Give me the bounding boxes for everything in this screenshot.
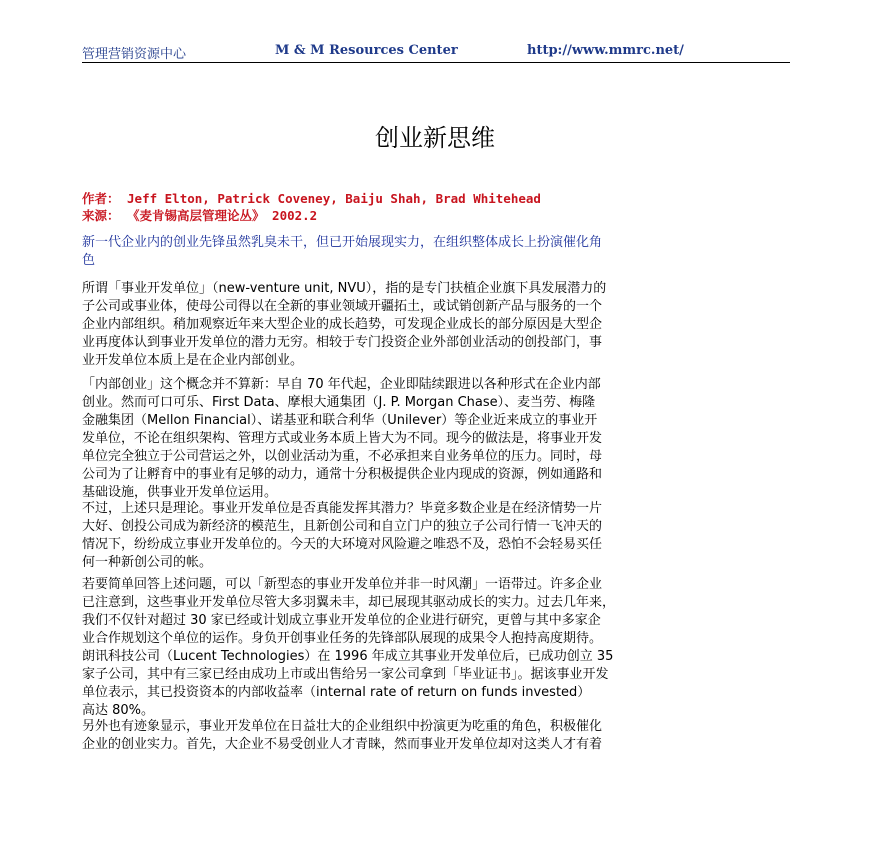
text-line: 家子公司，其中有三家已经由成功上市或出售给另一家公司拿到「毕业证书」。据该事业开发 [82, 667, 609, 682]
text-line: 业开发单位本质上是在企业内部创业。 [82, 353, 304, 368]
lead-paragraph [82, 234, 790, 270]
text-line: 业再度体认到事业开发单位的潜力无穷。相较于专门投资企业外部创业活动的创投部门，事 [82, 335, 603, 350]
text-line: 另外也有迹象显示，事业开发单位在日益壮大的企业组织中扮演更为吃重的角色，积极催化 [82, 719, 603, 734]
body-paragraph-4 [82, 576, 790, 720]
text-line: 所谓「事业开发单位」（new-venture unit, NVU），指的是专门扶植企业旗下具发展潜力的 [82, 281, 607, 296]
text-line: 单位完全独立于公司营运之外，以创业活动为重，不必承担来自业务单位的压力。同时，母 [82, 449, 603, 464]
text-line: 已注意到，这些事业开发单位尽管大多羽翼未丰，却已展现其驱动成长的实力。过去几年来， [82, 595, 616, 610]
text-line: 单位表示，其已投资资本的内部收益率（internal rate of return on funds invested） [82, 685, 591, 700]
text-line: 公司为了让孵育中的事业有足够的动力，通常十分积极提供企业内现成的资源，例如通路和 [82, 467, 603, 482]
text-line: 金融集团（Mellon Financial）、诺基亚和联合利华（Unilever）等企业近来成立的事业开 [82, 413, 598, 428]
header-url-link[interactable]: http://www.mmrc.net/ [527, 43, 684, 58]
text-line: 若要简单回答上述问题，可以「新型态的事业开发单位并非一时风潮」一语带过。许多企业 [82, 577, 603, 592]
text-line: 情况下，纷纷成立事业开发单位的。今天的大环境对风险避之唯恐不及，恐怕不会轻易买任 [82, 537, 603, 552]
text-line: 发单位，不论在组织架构、管理方式或业务本质上皆大为不同。现今的做法是，将事业开发 [82, 431, 603, 446]
text-line: 高达 80%。 [82, 703, 155, 718]
text-line: 何一种新创公司的帐。 [82, 555, 213, 570]
body-paragraph-3 [82, 500, 790, 572]
lead-line: 新一代企业内的创业先锋虽然乳臭未干，但已开始展现实力，在组织整体成长上扮演催化角 [82, 235, 603, 250]
text-line: 创业。然而可口可乐、First Data、摩根大通集团（J. P. Morgan Chase）、麦当劳、梅隆 [82, 395, 596, 410]
lead-line: 色 [82, 253, 96, 268]
text-line: 企业内部组织。稍加观察近年来大型企业的成长趋势，可发现企业成长的部分原因是大型企 [82, 317, 603, 332]
text-line: 朗讯科技公司（Lucent Technologies）在 1996 年成立其事业开发单位后，已成功创立 35 [82, 649, 614, 664]
text-line: 不过，上述只是理论。事业开发单位是否真能发挥其潜力？毕竟多数企业是在经济情势一片 [82, 501, 603, 516]
text-line: 企业的创业实力。首先，大企业不易受创业人才青睐，然而事业开发单位却对这类人才有着 [82, 737, 603, 752]
page-header [82, 40, 790, 63]
text-line: 「内部创业」这个概念并不算新：早自 70 年代起，企业即陆续跟进以各种形式在企业内部 [82, 377, 601, 392]
text-line: 业合作规划这个单位的运作。身负开创事业任务的先锋部队展现的成果令人抱持高度期待。 [82, 631, 603, 646]
header-en-name: M & M Resources Center [275, 43, 458, 58]
article-title: 创业新思维 [375, 124, 495, 152]
text-line: 我们不仅针对超过 30 家已经或计划成立事业开发单位的企业进行研究，更曾与其中多家企 [82, 613, 601, 628]
header-cn-name: 管理营销资源中心 [82, 47, 187, 62]
authors-line: 作者： Jeff Elton, Patrick Coveney, Baiju Shah, Brad Whitehead [82, 191, 541, 206]
body-paragraph-1 [82, 280, 790, 370]
body-paragraph-2 [82, 376, 790, 502]
body-paragraph-5 [82, 718, 790, 754]
text-line: 基础设施，供事业开发单位运用。 [82, 485, 278, 500]
text-line: 子公司或事业体，使母公司得以在全新的事业领域开疆拓土，或试销创新产品与服务的一个 [82, 299, 603, 314]
text-line: 大好、创投公司成为新经济的模范生，且新创公司和自立门户的独立子公司行情一飞冲天的 [82, 519, 603, 534]
article-meta [82, 190, 790, 224]
source-line: 来源： 《麦肯锡高层管理论丛》 2002.2 [82, 208, 318, 223]
